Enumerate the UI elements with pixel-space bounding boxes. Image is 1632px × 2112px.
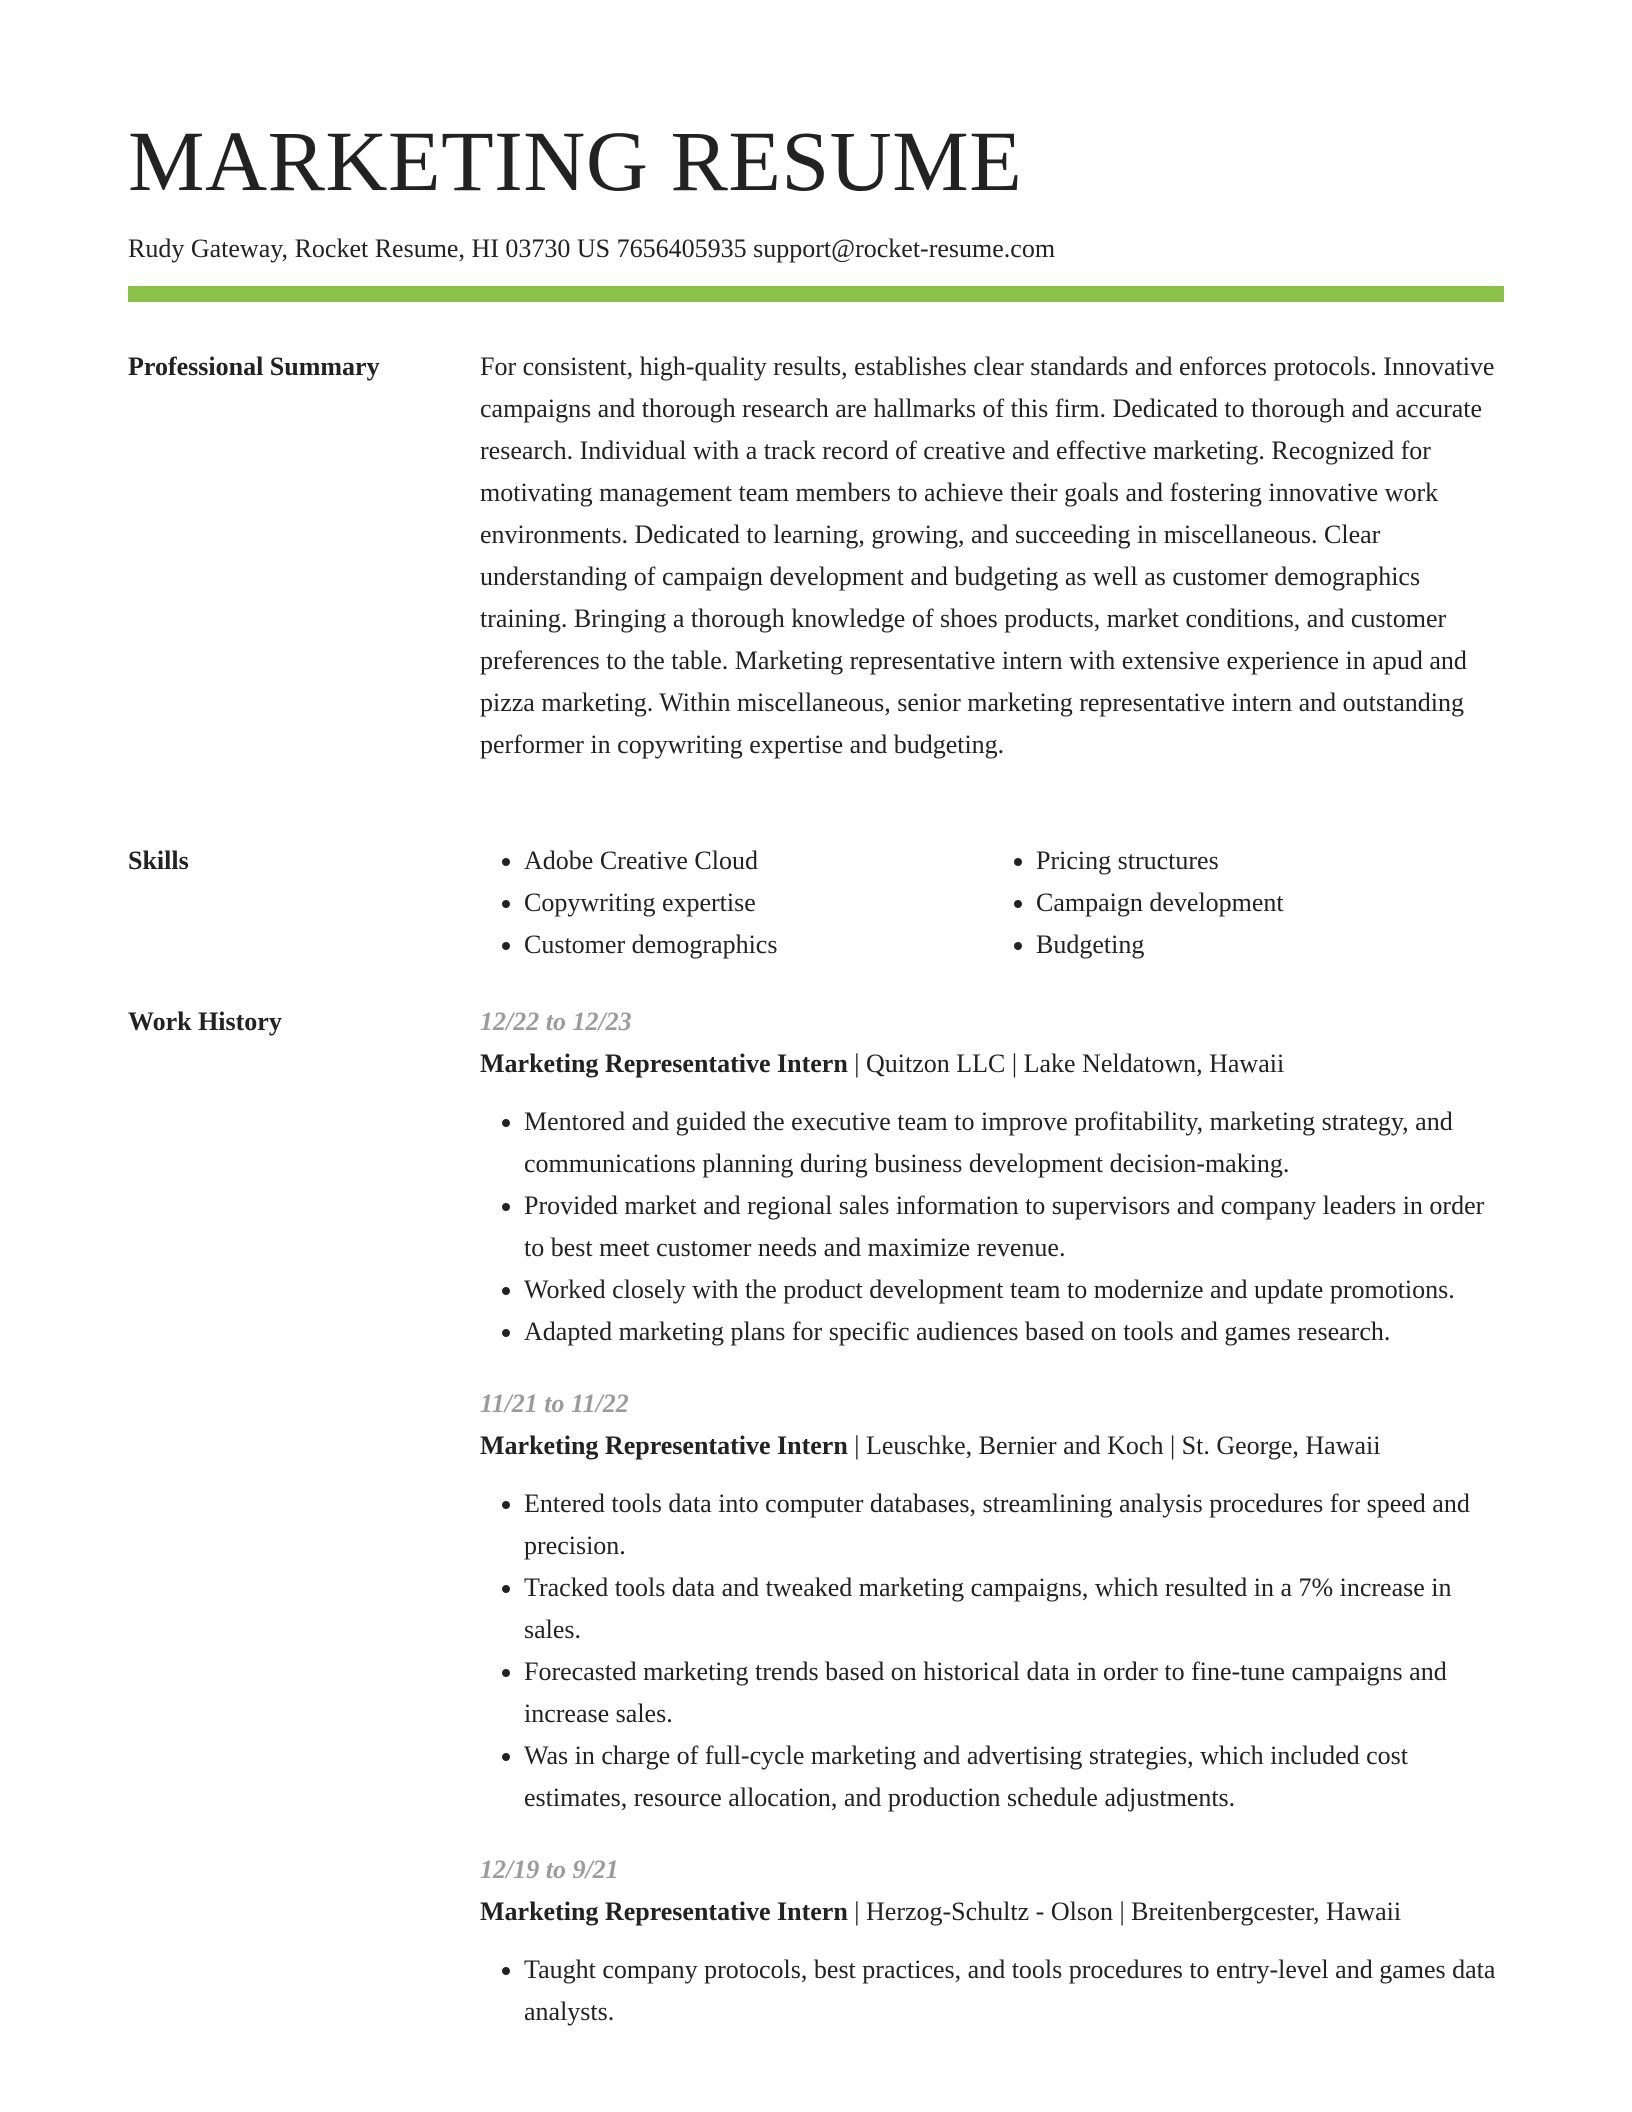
skills-body [480, 840, 1504, 966]
summary-label: Professional Summary [128, 352, 380, 381]
job-bullet: • Worked closely with the product development team to modernize and update promotions. [524, 1269, 1504, 1311]
contact-email: support@rocket-resume.com [753, 234, 1056, 263]
job-bullets [480, 1949, 1504, 2033]
job-dates: 11/21 to 11/22 [480, 1389, 629, 1418]
job-entry [480, 1849, 1504, 2033]
skill-item: • Copywriting expertise [524, 882, 992, 924]
job-bullet: • Tracked tools data and tweaked marketing campaigns, which resulted in a 7% increase in sales. [524, 1567, 1504, 1651]
job-title: Marketing Representative Intern [480, 1431, 848, 1460]
job-bullets [480, 1483, 1504, 1819]
job-entry [480, 1001, 1504, 1353]
job-bullet: • Was in charge of full-cycle marketing and advertising strategies, which included cost estimates, resource allocation, and production schedule adjustments. [524, 1735, 1504, 1819]
job-dates: 12/22 to 12/23 [480, 1007, 632, 1036]
skills-list-left [480, 840, 992, 966]
job-details: | Quitzon LLC | Lake Neldatown, Hawaii [854, 1049, 1285, 1078]
job-heading [480, 1891, 1504, 1933]
job-details: | Herzog-Schultz - Olson | Breitenbergcester, Hawaii [854, 1897, 1402, 1926]
work-history-label: Work History [128, 1007, 282, 1036]
job-dates: 12/19 to 9/21 [480, 1855, 619, 1884]
skills-label: Skills [128, 846, 189, 875]
job-entry [480, 1383, 1504, 1819]
contact-phone: 7656405935 [616, 234, 747, 263]
skill-item: • Customer demographics [524, 924, 992, 966]
job-bullet: • Mentored and guided the executive team to improve profitability, marketing strategy, and communications planning during business development decision-making. [524, 1101, 1504, 1185]
job-heading [480, 1043, 1504, 1085]
job-bullet: • Adapted marketing plans for specific audiences based on tools and games research. [524, 1311, 1504, 1353]
skill-item: • Pricing structures [1036, 840, 1504, 882]
accent-divider [128, 286, 1504, 302]
summary-body [480, 346, 1504, 766]
job-bullet: • Entered tools data into computer databases, streamlining analysis procedures for speed and precision. [524, 1483, 1504, 1567]
contact-line [128, 232, 1055, 266]
job-details: | Leuschke, Bernier and Koch | St. George, Hawaii [854, 1431, 1381, 1460]
resume-title: MARKETING RESUME [128, 113, 1023, 209]
contact-name: Rudy Gateway, [128, 234, 289, 263]
work-history-body [480, 1001, 1504, 2063]
job-bullet: • Taught company protocols, best practices, and tools procedures to entry-level and games data analysts. [524, 1949, 1504, 2033]
contact-address: Rocket Resume, HI 03730 US [294, 234, 611, 263]
skill-item: • Adobe Creative Cloud [524, 840, 992, 882]
job-bullets [480, 1101, 1504, 1353]
skills-list-right [992, 840, 1504, 966]
skill-item: • Budgeting [1036, 924, 1504, 966]
job-title: Marketing Representative Intern [480, 1897, 848, 1926]
job-bullet: • Provided market and regional sales information to supervisors and company leaders in order to best meet customer needs and maximize revenue. [524, 1185, 1504, 1269]
job-heading [480, 1425, 1504, 1467]
skill-item: • Campaign development [1036, 882, 1504, 924]
job-title: Marketing Representative Intern [480, 1049, 848, 1078]
job-bullet: • Forecasted marketing trends based on historical data in order to fine-tune campaigns and increase sales. [524, 1651, 1504, 1735]
summary-text: For consistent, high-quality results, establishes clear standards and enforces protocols. Innovative campaigns and thorough research are hallmarks of this firm. Dedicated to thorough and accurate research. Individual with a track record of creative and effective marketing. Recognized for motivating management team members to achieve their goals and fostering innovative work environments. Dedicated to learning, growing, and succeeding in miscellaneous. Clear understanding of campaign development and budgeting as well as customer demographics training. Bringing a thorough knowledge of shoes products, market conditions, and customer preferences to the table. Marketing representative intern with extensive experience in apud and pizza marketing. Within miscellaneous, senior marketing representative intern and outstanding performer in copywriting expertise and budgeting. [480, 352, 1495, 759]
